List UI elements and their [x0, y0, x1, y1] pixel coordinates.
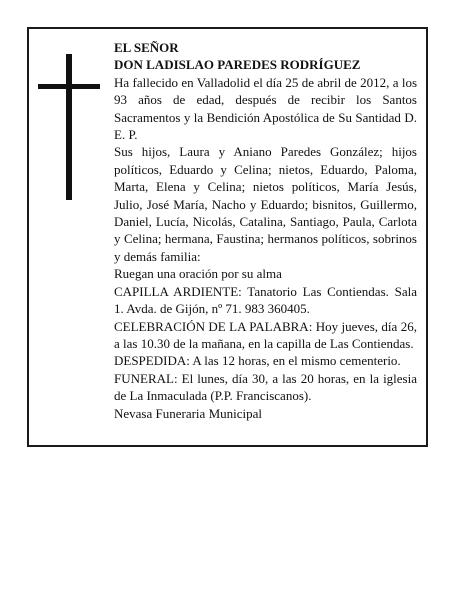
death-announcement: Ha fallecido en Valladolid el día 25 de abril de 2012, a los 93 años de edad, después de recibir los Santos Sacramentos y la Bendición Apostólica de Su Santidad D. E. P. — [114, 74, 417, 143]
cross-horizontal-bar — [38, 84, 100, 89]
funeral-info: FUNERAL: El lunes, día 30, a las 20 horas, en la iglesia de La Inmaculada (P.P. Franciscanos). — [114, 370, 417, 404]
title-line: EL SEÑOR — [114, 40, 179, 55]
prayer-request: Ruegan una oración por su alma — [114, 266, 282, 282]
family-list: Sus hijos, Laura y Aniano Paredes González; hijos políticos, Eduardo y Celina; nietos, Eduardo, Paloma, Marta, Elena y Celina; nietos políticos, María Jesús, Julio, José María, Nacho y Eduardo; bisnitos, Guillermo, Daniel, Lucía, Nicolás, Catalina, Santiago, Paula, Carlota y Celina; hermana, Faustina; hermanos políticos, sobrinos y demás familia: — [114, 144, 417, 264]
farewell-info: DESPEDIDA: A las 12 horas, en el mismo cementerio. — [114, 353, 401, 369]
cross-vertical-bar — [66, 54, 72, 200]
chapel-info: CAPILLA ARDIENTE: Tanatorio Las Contiendas. Sala 1. Avda. de Gijón, nº 71. 983 360405. — [114, 283, 417, 317]
obituary-text — [114, 39, 417, 422]
funeral-home-name: Nevasa Funeraria Municipal — [114, 405, 263, 421]
cross-icon — [38, 54, 100, 200]
celebration-info: CELEBRACIÓN DE LA PALABRA: Hoy jueves, día 26, a las 10.30 de la mañana, en la capilla de Las Contiendas. — [114, 318, 417, 351]
deceased-name: DON LADISLAO PAREDES RODRÍGUEZ — [114, 57, 361, 73]
